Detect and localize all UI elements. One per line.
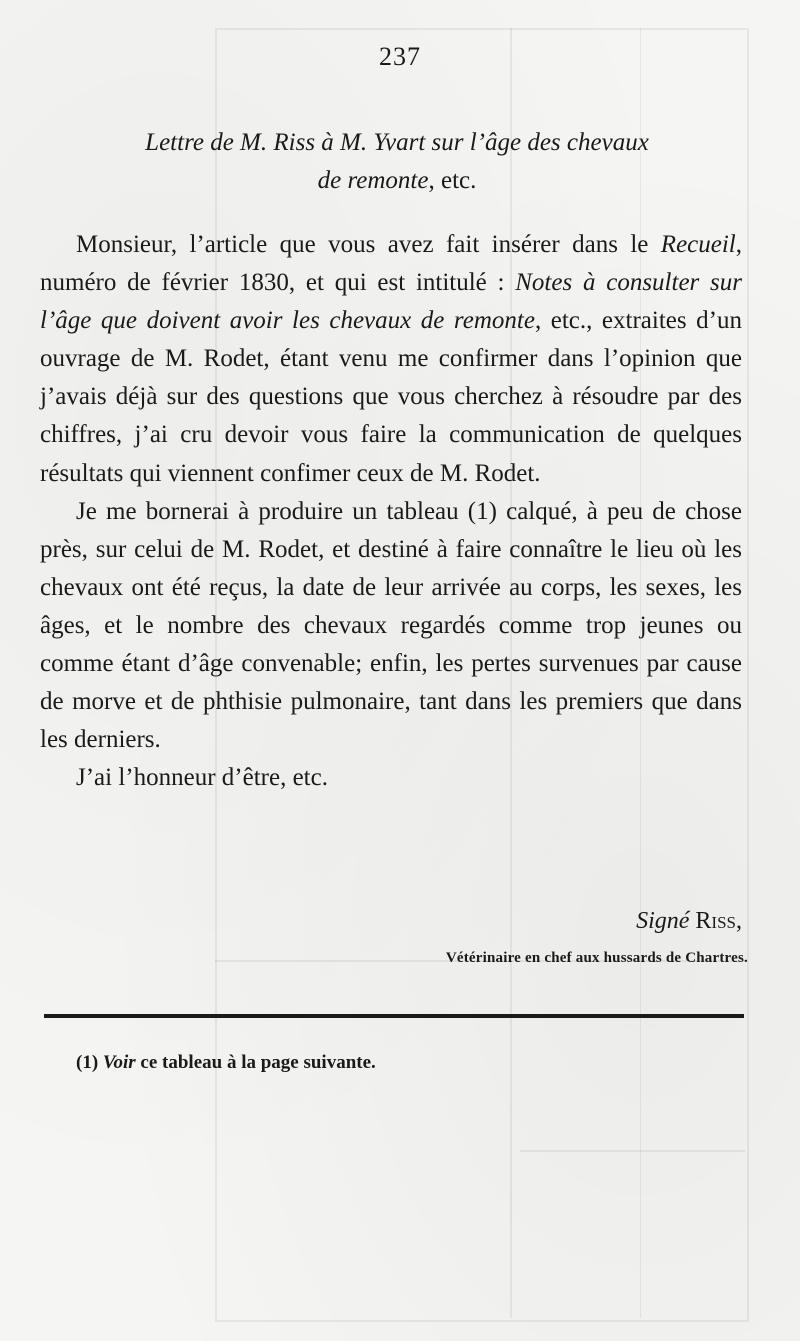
- footnote-italic: Voir: [102, 1052, 136, 1073]
- paragraph-1-italic-notes-title: Notes à consulter sur l’âge que doivent avoir les chevaux de remonte: [40, 269, 742, 335]
- signature: [636, 908, 742, 935]
- paragraph-1-text-b: , numéro de février 1830, et qui est intitulé :: [40, 231, 742, 297]
- paragraph-2: Je me bornerai à produire un tableau (1) calqué, à peu de chose près, sur celui de M. Rodet, et destiné à faire connaître le lieu où les chevaux ont été reçus, la date de leur arrivée au corps, les sexes, les âges, et le nombre des chevaux regardés comme trop jeunes ou comme étant d’âge convenable; enfin, les pertes survenues par cause de morve et de phthisie pulmonaire, tant dans les premiers que dans les derniers.: [40, 497, 742, 754]
- article-title: [36, 124, 758, 200]
- signature-signed: Signé: [636, 908, 690, 934]
- signature-title: Vétérinaire en chef aux hussards de Chartres.: [445, 950, 748, 966]
- letter-body: [40, 226, 742, 797]
- paragraph-3: J’ai l’honneur d’être, etc.: [76, 764, 328, 792]
- footnote-text: ce tableau à la page suivante.: [135, 1052, 376, 1073]
- signature-name: Riss,: [695, 908, 742, 934]
- title-line-2-rest: , etc.: [428, 167, 477, 194]
- footnote-marker: (1): [76, 1052, 103, 1073]
- title-line-1: Lettre de M. Riss à M. Yvart sur l’âge des chevaux: [145, 129, 649, 156]
- bleed-through-row-line: [520, 1150, 745, 1152]
- paragraph-1-italic-recueil: Recueil: [660, 231, 736, 258]
- page-number: 237: [379, 42, 421, 71]
- footnote: [76, 1052, 376, 1074]
- paragraph-1-text-a: Monsieur, l’article que vous avez fait insérer dans le: [76, 231, 661, 258]
- paragraph-1-text-c: , etc., extraites d’un ouvrage de M. Rodet, étant venu me confirmer dans l’opinion que j’avais déjà sur des questions que vous cherchez à résoudre par des chiffres, j’ai cru devoir vous faire la communication de quelques résultats qui viennent confimer ceux de M. Rodet.: [40, 307, 742, 487]
- footnote-separator-rule: [44, 1014, 744, 1018]
- title-line-2-italic: de remonte: [317, 167, 429, 194]
- paragraph-1: [40, 226, 742, 493]
